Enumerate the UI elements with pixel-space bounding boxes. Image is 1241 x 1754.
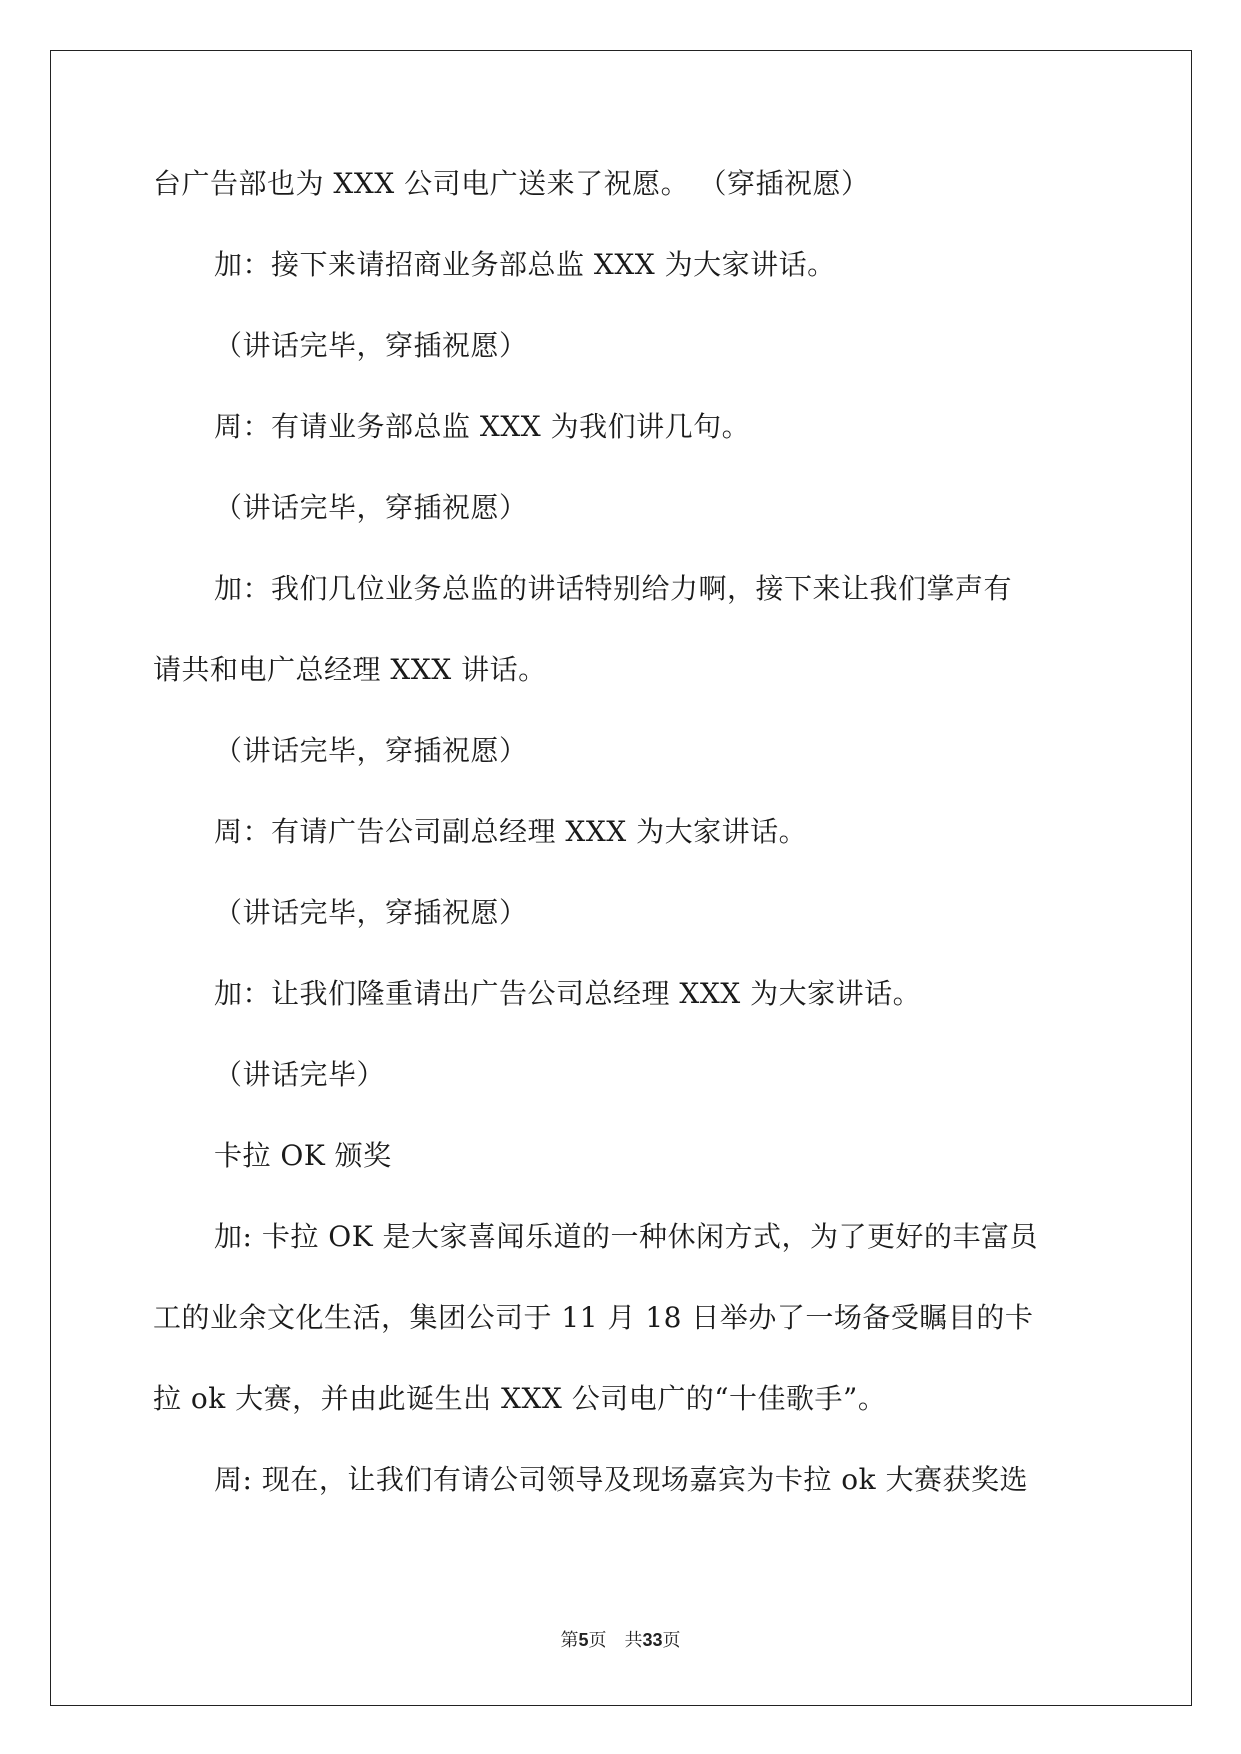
text-line: 加：让我们隆重请出广告公司总经理 XXX 为大家讲话。 [214,977,922,1010]
text-line: 周: 现在，让我们有请公司领导及现场嘉宾为卡拉 ok 大赛获奖选 [214,1463,1028,1496]
page-label-prefix: 第 [560,1630,579,1650]
total-label-prefix: 共 [624,1630,643,1650]
text-line: （讲话完毕，穿插祝愿） [214,329,528,362]
text-line: 加：我们几位业务总监的讲话特别给力啊，接下来让我们掌声有 [214,572,1013,605]
text-line: （讲话完毕，穿插祝愿） [214,896,528,929]
text-line: 周：有请广告公司副总经理 XXX 为大家讲话。 [214,815,808,848]
page-label-suffix: 页 [588,1630,607,1650]
text-line: 加: 卡拉 OK 是大家喜闻乐道的一种休闲方式，为了更好的丰富员 [214,1220,1039,1253]
text-line: 台广告部也为 XXX 公司电广送来了祝愿。 （穿插祝愿） [153,167,870,200]
page-footer [0,1626,1241,1652]
text-line: 加：接下来请招商业务部总监 XXX 为大家讲话。 [214,248,836,281]
text-line: （讲话完毕，穿插祝愿） [214,491,528,524]
text-line: 周：有请业务部总监 XXX 为我们讲几句。 [214,410,751,443]
page-number: 5 [578,1630,589,1650]
text-line: 请共和电广总经理 XXX 讲话。 [153,653,547,686]
section-heading: 卡拉 OK 颁奖 [214,1139,392,1172]
document-body [153,166,1093,1543]
total-label-suffix: 页 [662,1630,681,1650]
total-pages: 33 [642,1630,663,1650]
text-line: 拉 ok 大赛，并由此诞生出 XXX 公司电广的“十佳歌手”。 [153,1382,887,1415]
text-line: （讲话完毕，穿插祝愿） [214,734,528,767]
text-line: 工的业余文化生活，集团公司于 11 月 18 日举办了一场备受瞩目的卡 [153,1301,1034,1334]
text-line: （讲话完毕） [214,1058,386,1091]
